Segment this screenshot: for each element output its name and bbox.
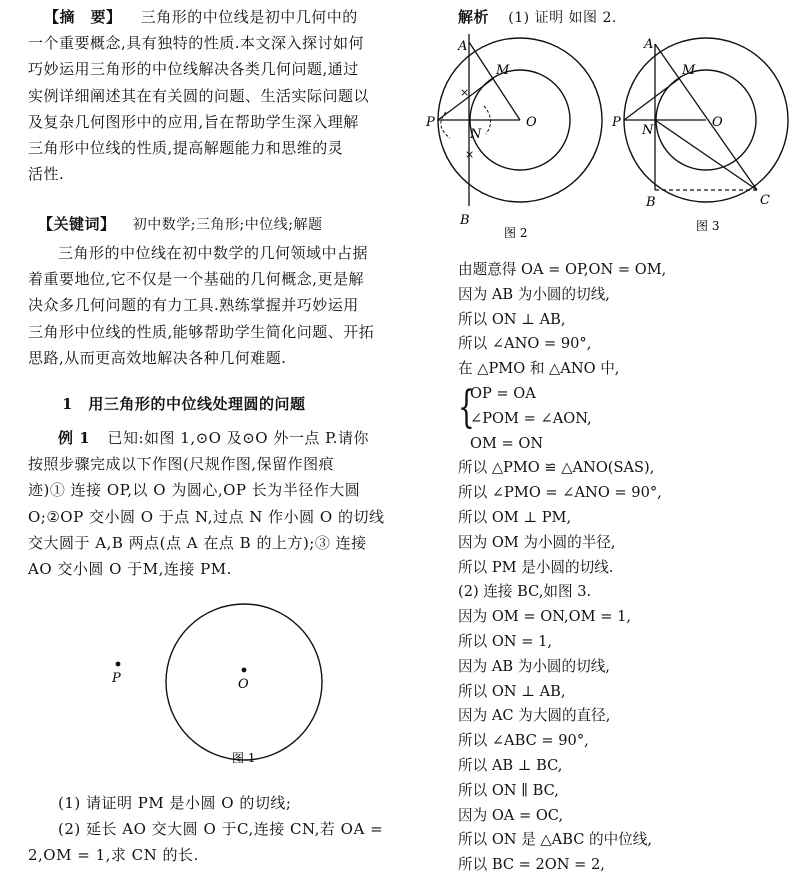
intro <box>28 240 374 371</box>
label-p: P <box>426 115 435 130</box>
proof-line: (2) 连接 BC,如图 3. <box>458 583 592 601</box>
abstract-label: 【摘 要】 <box>44 8 122 26</box>
intro-line: 三角形的中位线在初中数学的几何领域中占据 <box>58 244 369 262</box>
point-p <box>116 662 121 667</box>
example-line: 按照步骤完成以下作图(尺规作图,保留作图痕 <box>28 455 335 474</box>
label-n: N <box>470 127 482 142</box>
abstract <box>28 4 369 187</box>
equation-system <box>458 382 666 456</box>
figure-1 <box>98 600 358 770</box>
question-2-tail: 2,OM = 1,求 CN 的长. <box>28 846 199 865</box>
abstract-text: 三角形的中位线是初中几何中的 <box>140 8 358 26</box>
proof-line: 所以 ON ⊥ AB, <box>458 682 566 700</box>
brace-symbol: { <box>458 381 475 433</box>
label-b: B <box>646 195 656 210</box>
keywords-label: 【关键词】 <box>38 215 116 233</box>
label-m: M <box>682 63 696 78</box>
construction-mark: × <box>460 86 470 99</box>
label-p: P <box>112 671 121 686</box>
proof-line: 所以 BC = 2ON = 2, <box>458 856 605 874</box>
analysis-heading <box>458 4 617 31</box>
abstract-line <box>28 4 369 30</box>
proof-line: 所以 △PMO ≌ △ANO(SAS), <box>458 459 655 477</box>
line-ac <box>655 44 757 190</box>
label-p: P <box>612 115 621 130</box>
analysis-label: 解析 <box>458 8 490 26</box>
proof-line: 因为 AB 为小圆的切线, <box>458 657 610 675</box>
proof-line: 所以 PM 是小圆的切线. <box>458 558 614 576</box>
label-n: N <box>642 123 654 138</box>
construction-arc <box>441 112 450 138</box>
proof-line: 所以 ∠ABC = 90°, <box>458 732 589 750</box>
keywords-text: 初中数学;三角形;中位线;解题 <box>132 217 323 233</box>
example-line: 交大圆于 A,B 两点(点 A 在点 B 的上方);③ 连接 <box>28 533 367 552</box>
label-c: C <box>760 193 770 208</box>
example-line: 迹)① 连接 OP,以 O 为圆心,OP 长为半径作大圆 <box>28 481 361 500</box>
proof-line: 所以 ON ∥ BC, <box>458 781 559 799</box>
abstract-line: 巧妙运用三角形的中位线解决各类几何问题,通过 <box>28 60 359 79</box>
label-a: A <box>458 39 468 54</box>
abstract-line: 实例详细阐述其在有关圆的问题、生活实际问题以 <box>28 86 370 105</box>
construction-mark: × <box>465 148 475 161</box>
example-line <box>28 425 385 451</box>
question-1: (1) 请证明 PM 是小圆 O 的切线; <box>58 794 292 812</box>
figure-3-caption: 图 3 <box>696 219 720 233</box>
question-2: (2) 延长 AO 交大圆 O 于C,连接 CN,若 OA = <box>58 820 384 839</box>
proof-line: 所以 ∠PMO = ∠ANO = 90°, <box>458 484 662 502</box>
proof-line: 因为 OA = OC, <box>458 806 564 824</box>
example-1 <box>28 425 385 582</box>
figure-1-caption: 图 1 <box>232 751 256 765</box>
intro-line: 决众多几何问题的有力工具.熟练掌握并巧妙运用 <box>28 296 359 315</box>
label-m: M <box>496 63 510 78</box>
questions <box>28 790 383 869</box>
proof-line: 因为 OM 为小圆的半径, <box>458 533 616 551</box>
line-ao <box>469 42 520 120</box>
figure-2-caption: 图 2 <box>504 226 528 240</box>
example-line: O;②OP 交小圆 O 于点 N,过点 N 作小圆 O 的切线 <box>28 507 385 526</box>
abstract-line: 三角形中位线的性质,提高解题能力和思维的灵 <box>28 139 344 158</box>
proof-line: 所以 AB ⊥ BC, <box>458 756 563 774</box>
proof-line: 因为 AC 为大圆的直径, <box>458 707 611 725</box>
analysis-text: (1) 证明 如图 2. <box>508 10 617 26</box>
point-o <box>242 668 247 673</box>
proof-line: 由题意得 OA = OP,ON = OM, <box>458 261 667 278</box>
intro-line: 三角形中位线的性质,能够帮助学生简化问题、开拓 <box>28 322 375 341</box>
proof-line: 所以 OM ⊥ PM, <box>458 508 572 526</box>
intro-line: 思路,从而更高效地解决各种几何难题. <box>28 348 287 367</box>
section-heading: 1 用三角形的中位线处理圆的问题 <box>62 395 306 413</box>
example-text: 已知:如图 1,⊙O 及⊙O 外一点 P.请你 <box>107 429 369 447</box>
proof-line: 因为 AB 为小圆的切线, <box>458 285 610 303</box>
abstract-line: 及复杂几何图形中的应用,旨在帮助学生深入理解 <box>28 112 359 131</box>
system-line: ∠POM = ∠AON, <box>470 409 592 427</box>
proof-line: 所以 ON = 1, <box>458 632 552 650</box>
label-o: O <box>238 677 249 692</box>
example-line: AO 交小圆 O 于M,连接 PM. <box>28 560 232 579</box>
proof <box>458 258 666 878</box>
label-o: O <box>526 115 537 130</box>
label-a: A <box>644 37 654 52</box>
system-line: OP = OA <box>470 384 536 402</box>
label-b: B <box>460 213 470 228</box>
keywords <box>28 211 322 238</box>
system-line: OM = ON <box>470 434 544 452</box>
intro-line: 着重要地位,它不仅是一个基础的几何概念,更是解 <box>28 270 365 289</box>
label-o: O <box>712 115 723 130</box>
abstract-line: 活性. <box>28 165 65 184</box>
proof-line: 所以 ∠ANO = 90°, <box>458 335 592 353</box>
proof-line: 在 △PMO 和 △ANO 中, <box>458 360 620 378</box>
figure-3 <box>610 34 790 240</box>
proof-line: 因为 OM = ON,OM = 1, <box>458 608 632 626</box>
proof-line: 所以 ON ⊥ AB, <box>458 310 566 328</box>
abstract-line: 一个重要概念,具有独特的性质.本文深入探讨如何 <box>28 34 365 53</box>
proof-line: 所以 ON 是 △ABC 的中位线, <box>458 831 653 849</box>
figure-2 <box>424 34 604 240</box>
example-label: 例 1 <box>58 429 91 447</box>
